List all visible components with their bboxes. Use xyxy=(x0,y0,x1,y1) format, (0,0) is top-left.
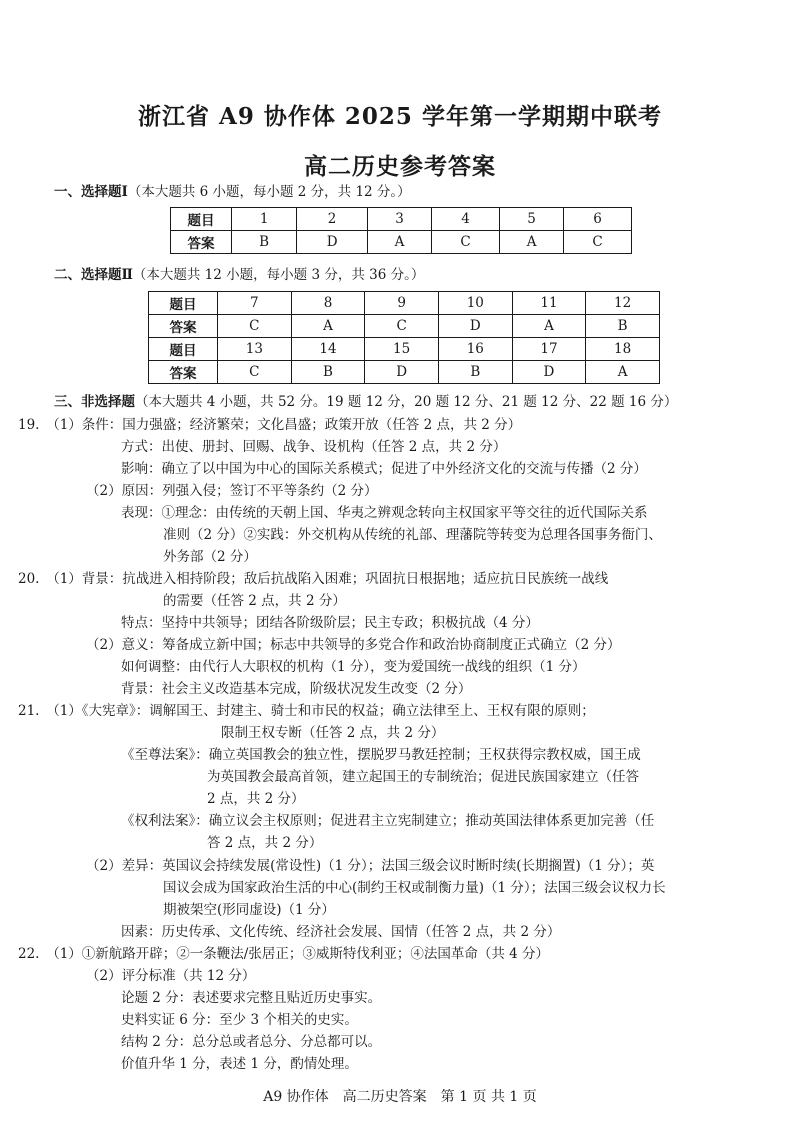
answer-cell: C xyxy=(365,315,439,338)
answer-line: 准则（2 分）②实践：外交机构从传统的礼部、理藩院等转变为总理各国事务衙门、 xyxy=(163,527,662,543)
answer-line: 外务部（2 分） xyxy=(163,549,257,565)
section-1-title: 一、选择题Ⅰ xyxy=(54,184,128,200)
section-2-title: 二、选择题Ⅱ xyxy=(54,267,133,283)
answer-line: 论题 2 分：表述要求完整且贴近历史事实。 xyxy=(121,990,382,1006)
table-row xyxy=(149,338,660,361)
question-number: 5 xyxy=(499,208,563,231)
row-label-question: 题目 xyxy=(149,338,218,361)
section-3-heading xyxy=(54,391,677,413)
table-row xyxy=(149,292,660,315)
question-number: 12 xyxy=(586,292,660,315)
answer-line: 《权利法案》：确立议会主权原则；促进君主立宪制建立；推动英国法律体系更加完善（任 xyxy=(121,813,655,829)
answer-line: 国议会成为国家政治生活的中心(制约王权或制衡力量)（1 分）；法国三级会议权力长 xyxy=(163,880,666,896)
answer-line: （2）评分标准（共 12 分） xyxy=(86,968,256,984)
answer-line: 如何调整：由代行人大职权的机构（1 分），变为爱国统一战线的组织（1 分） xyxy=(121,659,586,675)
answer-line: 答 2 点，共 2 分） xyxy=(207,835,323,851)
answer-cell: D xyxy=(365,361,439,384)
answer-line: 19. （1）条件：国力强盛；经济繁荣；文化昌盛；政策开放（任答 2 点，共 2 分） xyxy=(18,417,522,433)
question-number: 10 xyxy=(438,292,512,315)
answer-line: 2 点，共 2 分） xyxy=(207,791,305,807)
question-number: 8 xyxy=(291,292,365,315)
question-number: 1 xyxy=(232,208,297,231)
answer-line: 表现：①理念：由传统的天朝上国、华夷之辨观念转向主权国家平等交往的近代国际关系 xyxy=(121,505,648,521)
table-row xyxy=(149,315,660,338)
answer-line: 价值升华 1 分，表述 1 分，酌情处理。 xyxy=(121,1056,358,1072)
answer-cell: D xyxy=(512,361,586,384)
answer-cell: A xyxy=(512,315,586,338)
answer-line: 特点：坚持中共领导；团结各阶级阶层；民主专政；积极抗战（4 分） xyxy=(121,615,539,631)
answer-cell: C xyxy=(218,361,292,384)
answer-cell: C xyxy=(564,231,632,254)
document-title: 浙江省 A9 协作体 2025 学年第一学期期中联考 xyxy=(138,103,662,130)
question-number: 4 xyxy=(432,208,500,231)
section-3-title: 三、非选择题 xyxy=(54,394,135,410)
question-number: 3 xyxy=(367,208,431,231)
table-row xyxy=(171,208,632,231)
row-label-answer: 答案 xyxy=(149,315,218,338)
section-2-answer-table xyxy=(148,291,660,384)
section-2-heading xyxy=(54,264,424,286)
question-number: 14 xyxy=(291,338,365,361)
answer-line: 影响：确立了以中国为中心的国际关系模式；促进了中外经济文化的交流与传播（2 分） xyxy=(121,461,647,477)
answer-cell: B xyxy=(291,361,365,384)
row-label-question: 题目 xyxy=(149,292,218,315)
answer-line: 21. （1）《大宪章》：调解国王、封建主、骑士和市民的权益；确立法律至上、王权有限的原则； xyxy=(18,703,595,719)
question-number: 15 xyxy=(365,338,439,361)
table-row xyxy=(171,231,632,254)
answer-line: （2）意义：筹备成立新中国；标志中共领导的多党合作和政治协商制度正式确立（2 分） xyxy=(86,637,621,653)
answer-cell: D xyxy=(297,231,368,254)
section-2-note: （本大题共 12 小题，每小题 3 分，共 36 分。） xyxy=(132,267,425,283)
table-row xyxy=(149,361,660,384)
answer-line: （2）差异：英国议会持续发展(常设性)（1 分）；法国三级会议时断时续(长期搁置)（1 分）；英 xyxy=(86,858,655,874)
answer-cell: A xyxy=(586,361,660,384)
answer-line: 方式：出使、册封、回赐、战争、设机构（任答 2 点，共 2 分） xyxy=(121,439,507,455)
answer-line: 背景：社会主义改造基本完成，阶级状况发生改变（2 分） xyxy=(121,681,472,697)
row-label-question: 题目 xyxy=(171,208,232,231)
answer-cell: D xyxy=(438,315,512,338)
question-number: 7 xyxy=(218,292,292,315)
section-1-heading xyxy=(54,181,411,203)
question-number: 11 xyxy=(512,292,586,315)
answer-line: 20. （1）背景：抗战进入相持阶段；敌后抗战陷入困难；巩固抗日根据地；适应抗日民族统一战线 xyxy=(18,571,609,587)
answer-line: 的需要（任答 2 点，共 2 分） xyxy=(163,593,346,609)
question-number: 13 xyxy=(218,338,292,361)
answer-line: 史料实证 6 分：至少 3 个相关的史实。 xyxy=(121,1012,358,1028)
answer-cell: C xyxy=(218,315,292,338)
answer-cell: C xyxy=(432,231,500,254)
row-label-answer: 答案 xyxy=(149,361,218,384)
answer-line: 22. （1）①新航路开辟；②一条鞭法/张居正；③威斯特伐利亚；④法国革命（共 4 分） xyxy=(18,946,550,962)
section-1-note: （本大题共 6 小题，每小题 2 分，共 12 分。） xyxy=(127,184,411,200)
answer-line: 限制王权专断（任答 2 点，共 2 分） xyxy=(221,725,445,741)
document-subtitle: 高二历史参考答案 xyxy=(304,153,496,180)
answer-cell: B xyxy=(586,315,660,338)
question-number: 2 xyxy=(297,208,368,231)
answer-line: 为英国教会最高首领，建立起国王的专制统治；促进民族国家建立（任答 xyxy=(207,769,639,785)
answer-cell: A xyxy=(367,231,431,254)
page-footer: A9 协作体 高二历史答案 第 1 页 共 1 页 xyxy=(263,1089,537,1105)
question-number: 18 xyxy=(586,338,660,361)
answer-line: 《至尊法案》：确立英国教会的独立性，摆脱罗马教廷控制；王权获得宗教权威，国王成 xyxy=(121,747,641,763)
row-label-answer: 答案 xyxy=(171,231,232,254)
answer-cell: B xyxy=(438,361,512,384)
question-number: 16 xyxy=(438,338,512,361)
answer-line: 期被架空(形同虚设)（1 分） xyxy=(163,902,335,918)
answer-line: 因素：历史传承、文化传统、经济社会发展、国情（任答 2 点，共 2 分） xyxy=(121,924,561,940)
question-number: 17 xyxy=(512,338,586,361)
section-3-note: （本大题共 4 小题，共 52 分。19 题 12 分，20 题 12 分、21 题 12 分、22 题 16 分） xyxy=(135,394,678,410)
answer-cell: A xyxy=(291,315,365,338)
question-number: 6 xyxy=(564,208,632,231)
section-1-answer-table xyxy=(170,207,632,254)
answer-line: （2）原因：列强入侵；签订不平等条约（2 分） xyxy=(86,483,378,499)
answer-cell: B xyxy=(232,231,297,254)
answer-line: 结构 2 分：总分总或者总分、分总都可以。 xyxy=(121,1034,382,1050)
answer-cell: A xyxy=(499,231,563,254)
question-number: 9 xyxy=(365,292,439,315)
